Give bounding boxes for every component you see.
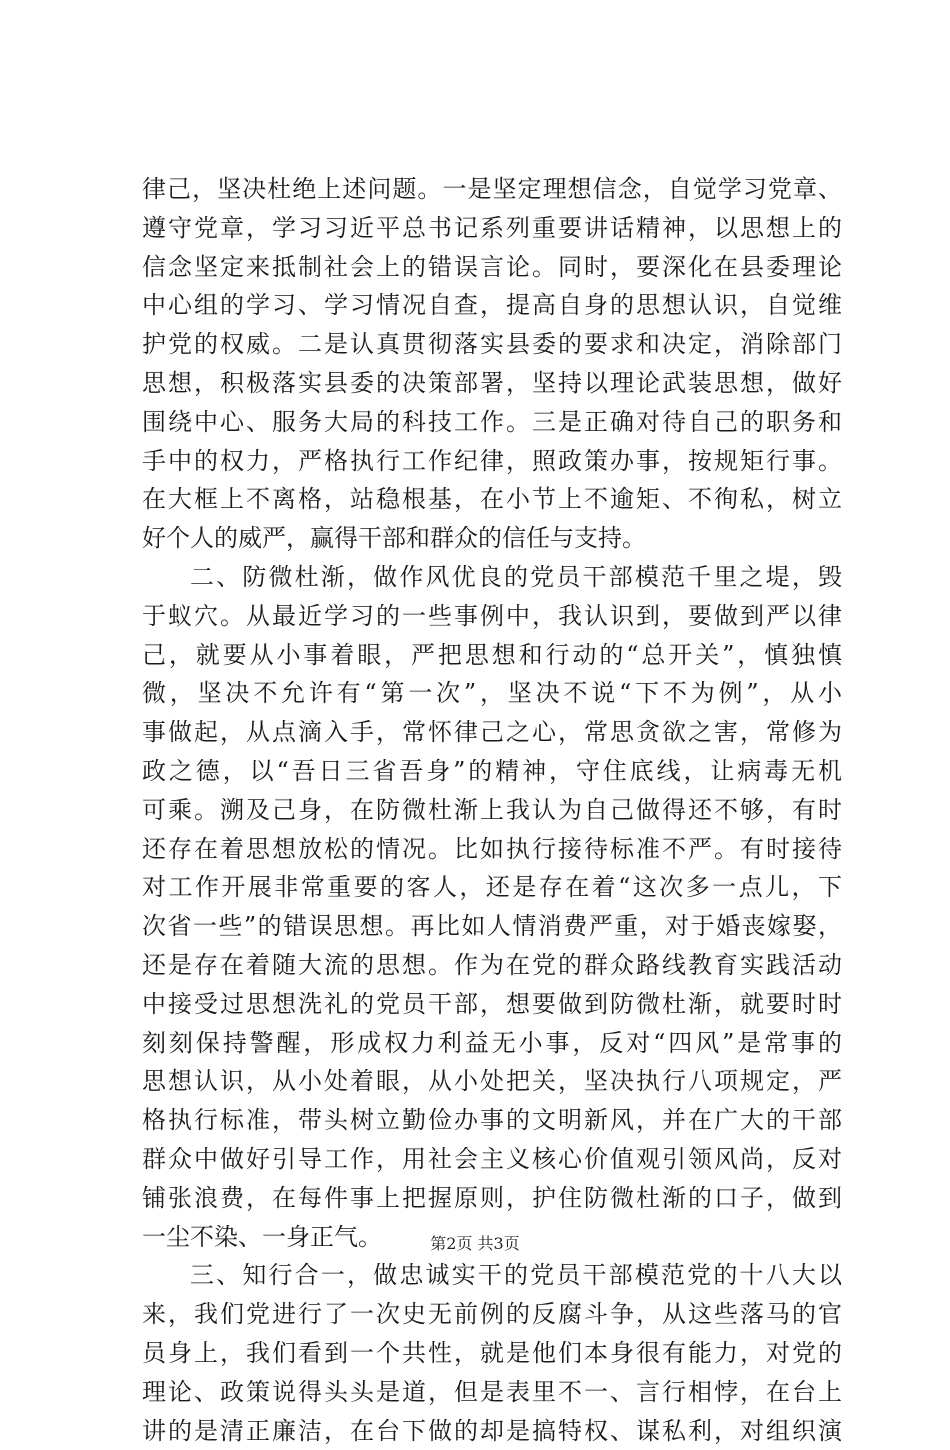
text-line: 群众中做好引导工作，用社会主义核心价值观引领风尚，反对 bbox=[142, 1140, 842, 1179]
text-line: 员身上，我们看到一个共性，就是他们本身很有能力，对党的 bbox=[142, 1334, 842, 1373]
text-line: 好个人的威严，赢得干部和群众的信任与支持。 bbox=[142, 519, 842, 558]
paragraph-heading-line: 二、防微杜渐，做作风优良的党员干部模范千里之堤，毁 bbox=[142, 558, 842, 597]
text-line: 围绕中心、服务大局的科技工作。三是正确对待自己的职务和 bbox=[142, 403, 842, 442]
text-line: 在大框上不离格，站稳根基，在小节上不逾矩、不徇私，树立 bbox=[142, 480, 842, 519]
text-line: 刻刻保持警醒，形成权力利益无小事，反对“四风”是常事的 bbox=[142, 1024, 842, 1063]
text-line: 己，就要从小事着眼，严把思想和行动的“总开关”，慎独慎 bbox=[142, 636, 842, 675]
text-line: 信念坚定来抵制社会上的错误言论。同时，要深化在县委理论 bbox=[142, 248, 842, 287]
text-line: 思想，积极落实县委的决策部署，坚持以理论武装思想，做好 bbox=[142, 364, 842, 403]
text-line: 于蚁穴。从最近学习的一些事例中，我认识到，要做到严以律 bbox=[142, 597, 842, 636]
text-line: 中心组的学习、学习情况自查，提高自身的思想认识，自觉维 bbox=[142, 286, 842, 325]
text-line: 格执行标准，带头树立勤俭办事的文明新风，并在广大的干部 bbox=[142, 1101, 842, 1140]
text-line: 遵守党章，学习习近平总书记系列重要讲话精神，以思想上的 bbox=[142, 209, 842, 248]
page-footer: 第2页 共3页 bbox=[0, 1234, 950, 1254]
text-line: 思想认识，从小处着眼，从小处把关，坚决执行八项规定，严 bbox=[142, 1062, 842, 1101]
text-line: 手中的权力，严格执行工作纪律，照政策办事，按规矩行事。 bbox=[142, 442, 842, 481]
text-line: 来，我们党进行了一次史无前例的反腐斗争，从这些落马的官 bbox=[142, 1295, 842, 1334]
text-line: 理论、政策说得头头是道，但是表里不一、言行相悖，在台上 bbox=[142, 1373, 842, 1412]
text-line: 微，坚决不允许有“第一次”，坚决不说“下不为例”，从小 bbox=[142, 674, 842, 713]
text-line: 次省一些”的错误思想。再比如人情消费严重，对于婚丧嫁娶， bbox=[142, 907, 842, 946]
text-line: 铺张浪费，在每件事上把握原则，护住防微杜渐的口子，做到 bbox=[142, 1179, 842, 1218]
text-line: 政之德，以“吾日三省吾身”的精神，守住底线，让病毒无机 bbox=[142, 752, 842, 791]
text-line: 中接受过思想洗礼的党员干部，想要做到防微杜渐，就要时时 bbox=[142, 985, 842, 1024]
text-line: 律己，坚决杜绝上述问题。一是坚定理想信念，自觉学习党章、 bbox=[142, 170, 842, 209]
text-line: 可乘。溯及己身，在防微杜渐上我认为自己做得还不够，有时 bbox=[142, 791, 842, 830]
document-body bbox=[142, 170, 842, 1450]
text-line: 讲的是清正廉洁，在台下做的却是搞特权、谋私利，对组织演 bbox=[142, 1412, 842, 1450]
text-line: 事做起，从点滴入手，常怀律己之心，常思贪欲之害，常修为 bbox=[142, 713, 842, 752]
text-line: 护党的权威。二是认真贯彻落实县委的要求和决定，消除部门 bbox=[142, 325, 842, 364]
text-line: 对工作开展非常重要的客人，还是存在着“这次多一点儿，下 bbox=[142, 868, 842, 907]
text-line: 还是存在着随大流的思想。作为在党的群众路线教育实践活动 bbox=[142, 946, 842, 985]
text-line: 一尘不染、一身正气。 bbox=[142, 1218, 842, 1257]
text-line: 还存在着思想放松的情况。比如执行接待标准不严。有时接待 bbox=[142, 830, 842, 869]
paragraph-heading-line: 三、知行合一，做忠诚实干的党员干部模范党的十八大以 bbox=[142, 1256, 842, 1295]
